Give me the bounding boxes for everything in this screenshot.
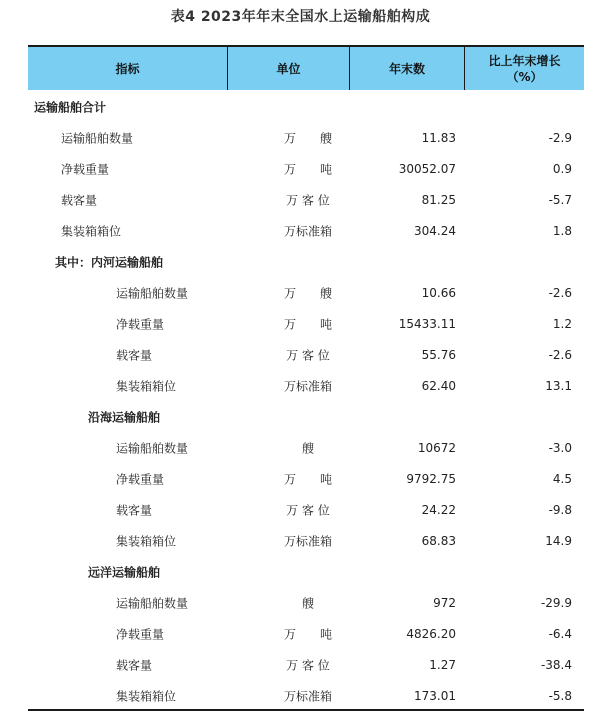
unit-cell: 万标准箱 bbox=[283, 224, 332, 238]
header-growth-line2: （%） bbox=[506, 69, 543, 84]
year-end-cell: 62.40 bbox=[421, 378, 456, 393]
table-row bbox=[28, 370, 584, 401]
unit-cell: 万标准箱 bbox=[283, 534, 332, 548]
header-indicator: 指标 bbox=[115, 61, 140, 76]
table-header bbox=[28, 47, 584, 90]
year-end-cell: 972 bbox=[433, 595, 456, 610]
section-label: 其中：内河运输船舶 bbox=[55, 255, 164, 269]
unit-cell: 艘 bbox=[301, 596, 314, 610]
indicator-cell: 载客量 bbox=[116, 503, 153, 517]
growth-cell: 1.8 bbox=[552, 223, 572, 238]
table-row bbox=[28, 463, 584, 494]
year-end-cell: 304.24 bbox=[414, 223, 456, 238]
growth-cell: -29.9 bbox=[540, 595, 572, 610]
table-row bbox=[28, 494, 584, 525]
indicator-cell: 集装箱箱位 bbox=[116, 689, 177, 703]
year-end-cell: 4826.20 bbox=[406, 626, 456, 641]
header-year-end: 年末数 bbox=[349, 47, 464, 90]
growth-cell: -2.6 bbox=[548, 285, 572, 300]
section-row bbox=[28, 401, 584, 432]
indicator-cell: 净载重量 bbox=[61, 162, 110, 176]
table-row bbox=[28, 525, 584, 556]
section-label: 沿海运输船舶 bbox=[88, 410, 161, 424]
unit-cell: 万 客 位 bbox=[286, 658, 330, 672]
indicator-cell: 净载重量 bbox=[116, 627, 165, 641]
growth-cell: -6.4 bbox=[548, 626, 572, 641]
table-title: 表4 2023年年末全国水上运输船舶构成 bbox=[170, 9, 431, 25]
year-end-cell: 30052.07 bbox=[398, 161, 456, 176]
table-row bbox=[28, 649, 584, 680]
year-end-cell: 1.27 bbox=[429, 657, 456, 672]
bottom-rule bbox=[28, 709, 584, 711]
indicator-cell: 运输船舶数量 bbox=[116, 441, 189, 455]
indicator-cell: 载客量 bbox=[61, 193, 98, 207]
year-end-cell: 68.83 bbox=[421, 533, 456, 548]
table-row bbox=[28, 432, 584, 463]
growth-cell: 13.1 bbox=[545, 378, 572, 393]
year-end-cell: 10.66 bbox=[421, 285, 456, 300]
growth-cell: -5.8 bbox=[548, 688, 572, 703]
year-end-cell: 10672 bbox=[417, 440, 456, 455]
unit-cell: 万标准箱 bbox=[283, 689, 332, 703]
growth-cell: 1.2 bbox=[552, 316, 572, 331]
table-row bbox=[28, 618, 584, 649]
growth-cell: 4.5 bbox=[552, 471, 572, 486]
unit-cell: 万 艘 bbox=[283, 131, 332, 145]
unit-cell: 万 吨 bbox=[283, 627, 332, 641]
section-row bbox=[28, 556, 584, 587]
unit-cell: 万 客 位 bbox=[286, 348, 330, 362]
growth-cell: -3.0 bbox=[548, 440, 572, 455]
unit-cell: 万 艘 bbox=[283, 286, 332, 300]
year-end-cell: 9792.75 bbox=[406, 471, 456, 486]
growth-cell: -38.4 bbox=[540, 657, 572, 672]
indicator-cell: 运输船舶数量 bbox=[116, 596, 189, 610]
year-end-cell: 11.83 bbox=[421, 130, 456, 145]
growth-cell: 14.9 bbox=[545, 533, 572, 548]
table-body bbox=[28, 91, 584, 711]
indicator-cell: 集装箱箱位 bbox=[61, 224, 122, 238]
unit-cell: 万 吨 bbox=[283, 162, 332, 176]
growth-cell: -9.8 bbox=[548, 502, 572, 517]
section-row bbox=[28, 91, 584, 122]
table-row bbox=[28, 680, 584, 711]
unit-cell: 万标准箱 bbox=[283, 379, 332, 393]
unit-cell: 万 客 位 bbox=[286, 193, 330, 207]
indicator-cell: 运输船舶数量 bbox=[116, 286, 189, 300]
growth-cell: -2.9 bbox=[548, 130, 572, 145]
year-end-cell: 173.01 bbox=[414, 688, 456, 703]
header-growth bbox=[464, 47, 584, 90]
table-row bbox=[28, 308, 584, 339]
header-unit: 单位 bbox=[227, 47, 349, 90]
year-end-cell: 55.76 bbox=[421, 347, 456, 362]
unit-cell: 万 客 位 bbox=[286, 503, 330, 517]
table-row bbox=[28, 184, 584, 215]
section-row bbox=[28, 246, 584, 277]
table-row bbox=[28, 339, 584, 370]
indicator-cell: 运输船舶数量 bbox=[61, 131, 134, 145]
table-row bbox=[28, 215, 584, 246]
section-label: 远洋运输船舶 bbox=[88, 565, 161, 579]
unit-cell: 万 吨 bbox=[283, 472, 332, 486]
growth-cell: 0.9 bbox=[552, 161, 572, 176]
year-end-cell: 81.25 bbox=[421, 192, 456, 207]
table-row bbox=[28, 587, 584, 618]
growth-cell: -2.6 bbox=[548, 347, 572, 362]
section-label: 运输船舶合计 bbox=[34, 100, 107, 114]
indicator-cell: 净载重量 bbox=[116, 472, 165, 486]
indicator-cell: 净载重量 bbox=[116, 317, 165, 331]
table-row bbox=[28, 122, 584, 153]
indicator-cell: 集装箱箱位 bbox=[116, 379, 177, 393]
year-end-cell: 15433.11 bbox=[398, 316, 456, 331]
unit-cell: 艘 bbox=[301, 441, 314, 455]
header-growth-line1: 比上年末增长 bbox=[488, 53, 561, 68]
unit-cell: 万 吨 bbox=[283, 317, 332, 331]
indicator-cell: 载客量 bbox=[116, 658, 153, 672]
indicator-cell: 集装箱箱位 bbox=[116, 534, 177, 548]
year-end-cell: 24.22 bbox=[421, 502, 456, 517]
growth-cell: -5.7 bbox=[548, 192, 572, 207]
table-row bbox=[28, 153, 584, 184]
table-row bbox=[28, 277, 584, 308]
indicator-cell: 载客量 bbox=[116, 348, 153, 362]
